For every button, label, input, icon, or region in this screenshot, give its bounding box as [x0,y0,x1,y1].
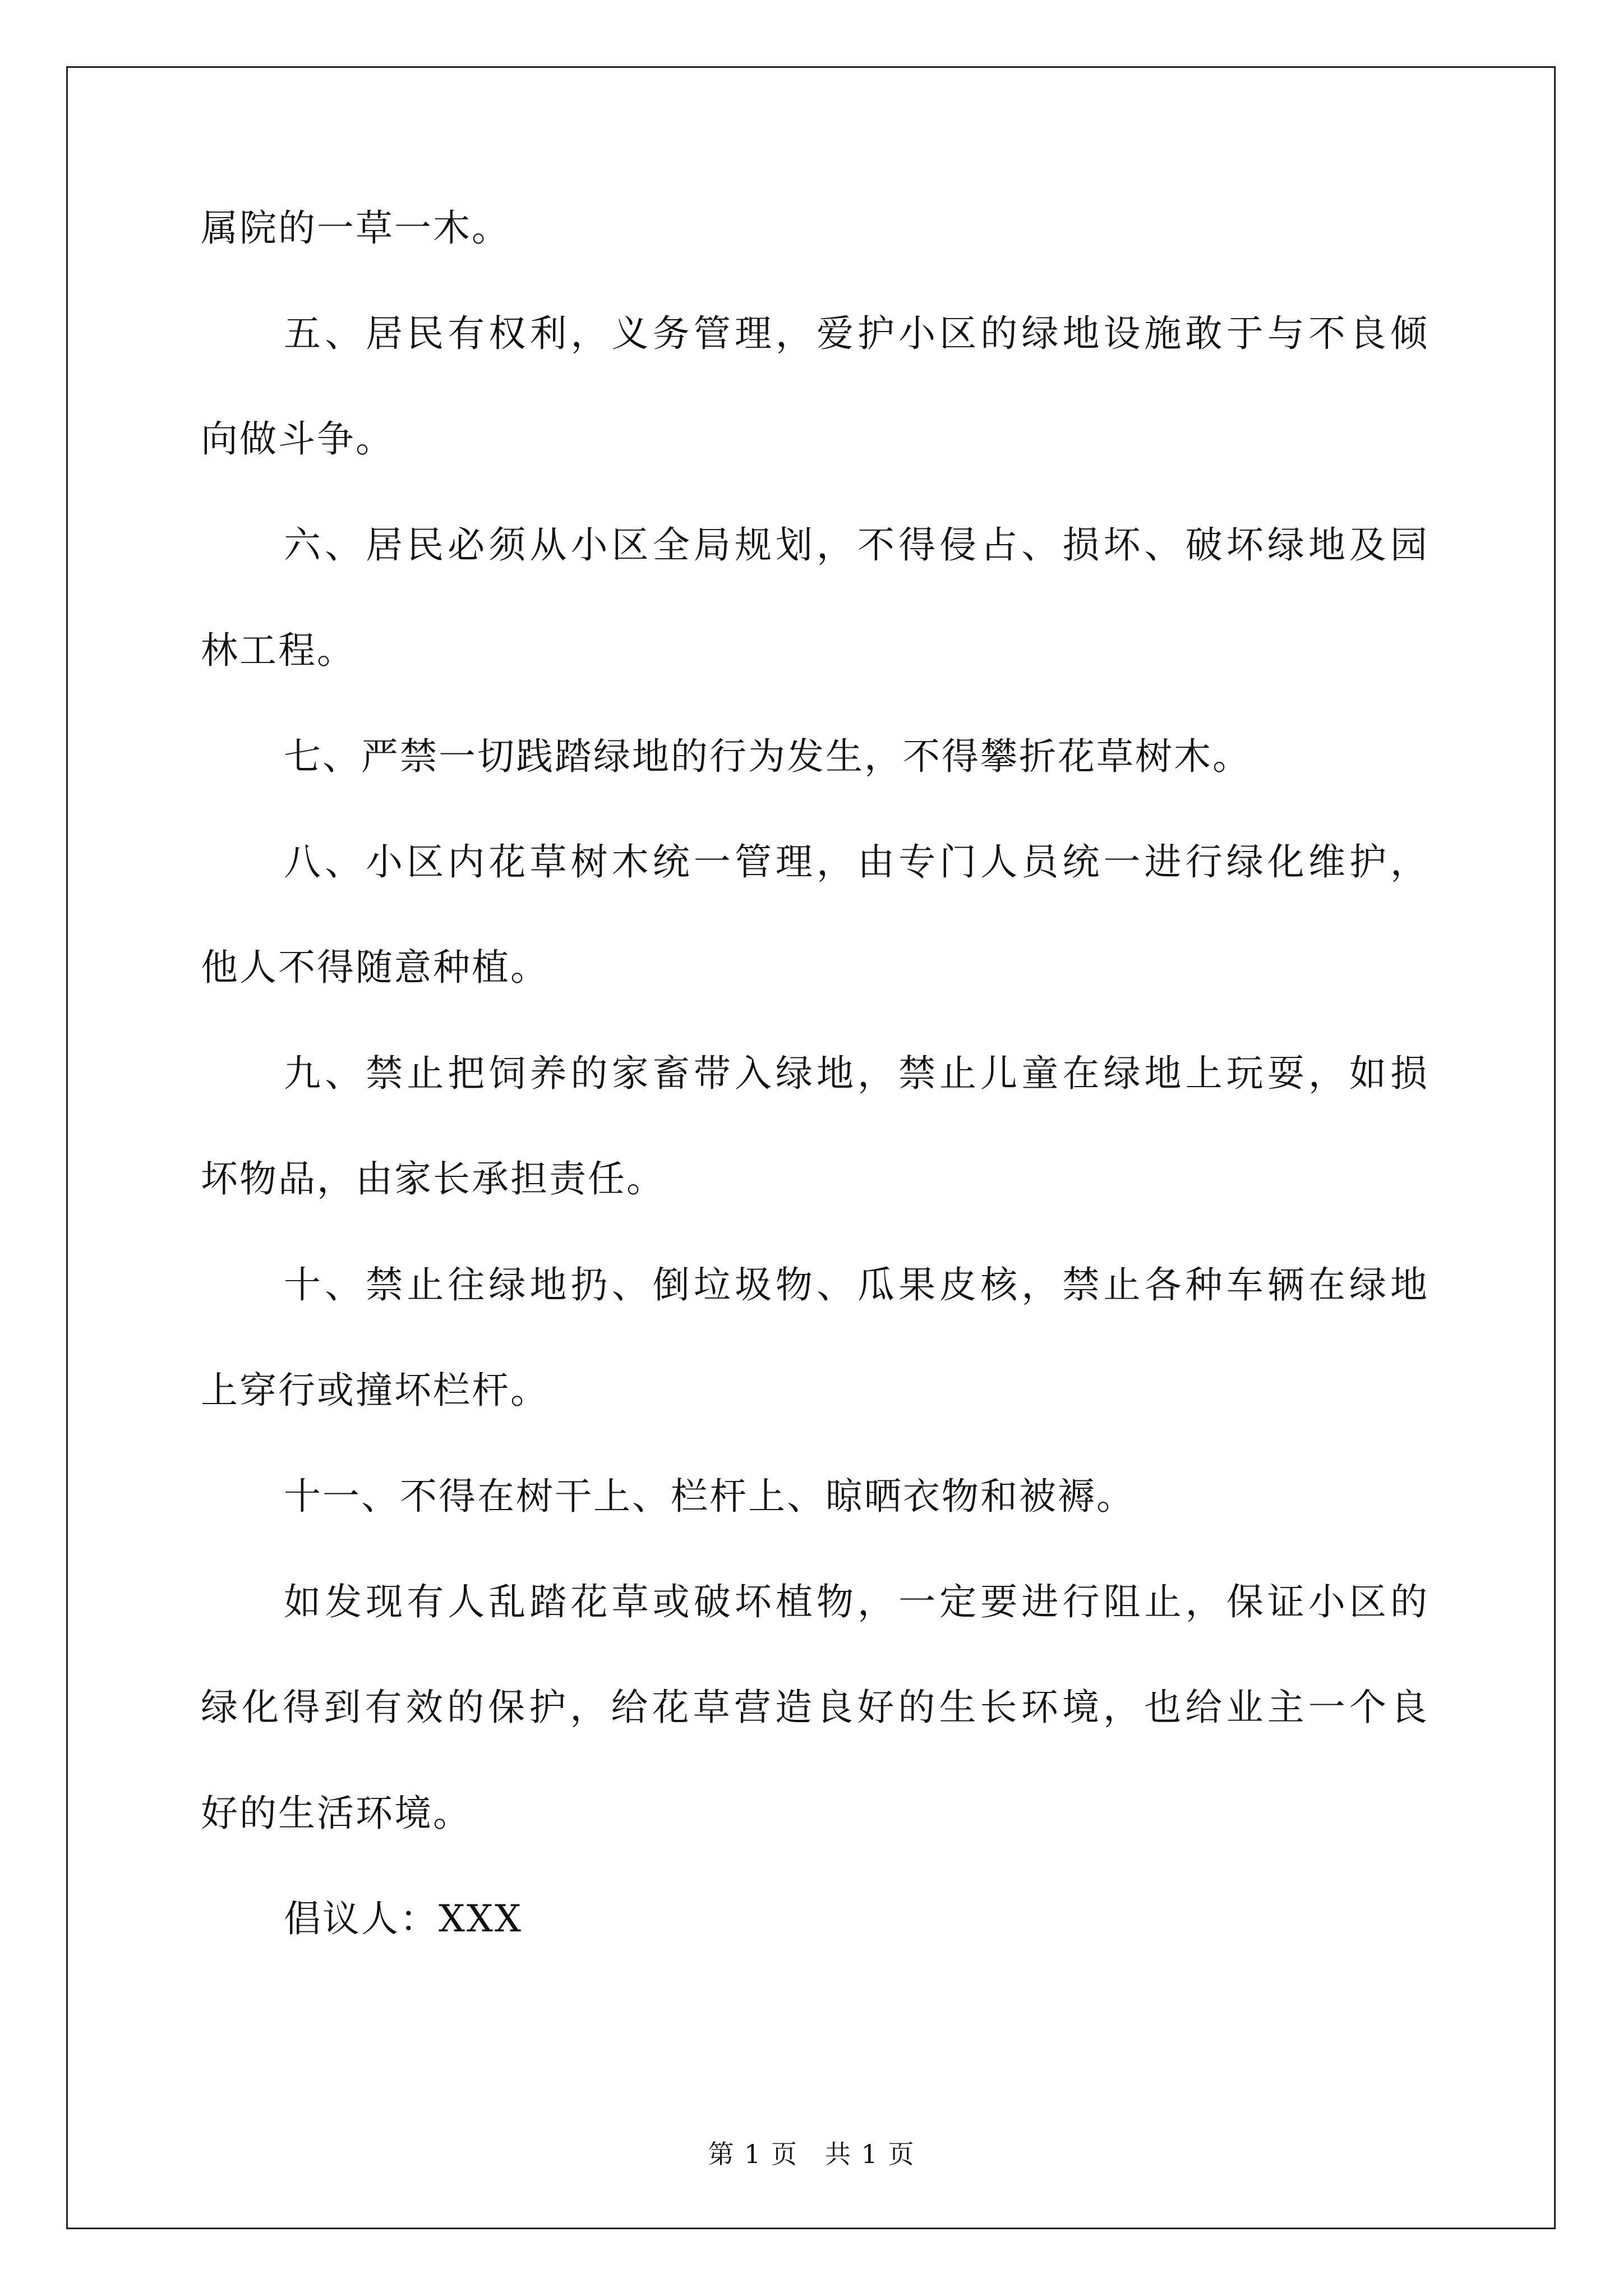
paragraph-9-line-1: 九、禁止把饲养的家畜带入绿地，禁止儿童在绿地上玩耍，如损 [284,1052,1429,1095]
paragraph-8-line-2: 他人不得随意种植。 [201,946,549,989]
closing-paragraph-line-3: 好的生活环境。 [201,1792,472,1835]
paragraph-11: 十一、不得在树干上、栏杆上、晾晒衣物和被褥。 [284,1475,1135,1518]
paragraph-6-line-1: 六、居民必须从小区全局规划，不得侵占、损坏、破坏绿地及园 [284,523,1429,567]
paragraph-5-line-1: 五、居民有权利，义务管理，爱护小区的绿地设施敢于与不良倾 [284,312,1429,355]
paragraph-10-line-2: 上穿行或撞坏栏杆。 [201,1369,549,1412]
paragraph-10-line-1: 十、禁止往绿地扔、倒垃圾物、瓜果皮核，禁止各种车辆在绿地 [284,1263,1429,1306]
paragraph-6-line-2: 林工程。 [201,629,356,672]
closing-paragraph-line-1: 如发现有人乱踏花草或破坏植物，一定要进行阻止，保证小区的 [284,1580,1429,1623]
paragraph-5-line-2: 向做斗争。 [201,417,394,461]
paragraph-8-line-1: 八、小区内花草树木统一管理，由专门人员统一进行绿化维护， [284,840,1429,884]
closing-paragraph-line-2: 绿化得到有效的保护，给花草营造良好的生长环境，也给业主一个良 [201,1686,1429,1729]
paragraph-9-line-2: 坏物品，由家长承担责任。 [201,1157,665,1200]
paragraph-7: 七、严禁一切践踏绿地的行为发生，不得攀折花草树木。 [284,735,1251,778]
page-number-footer: 第 1 页 共 1 页 [708,2139,915,2169]
signature-line: 倡议人：XXX [284,1897,523,1940]
text-line: 属院的一草一木。 [201,206,510,250]
